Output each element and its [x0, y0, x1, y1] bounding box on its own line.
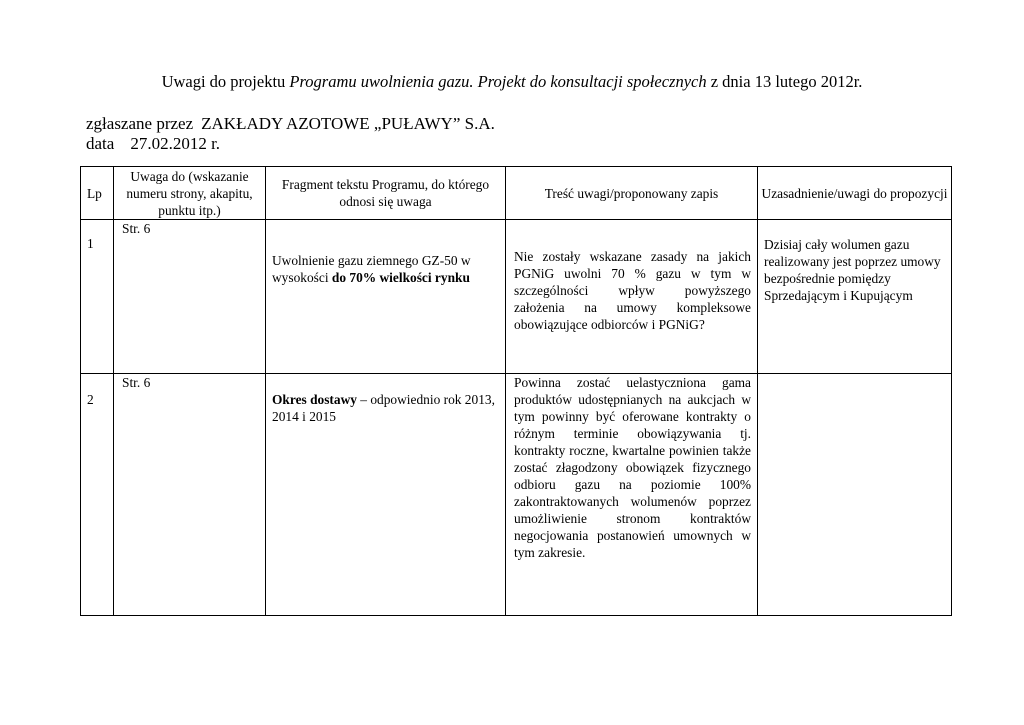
reference-cell	[114, 220, 266, 374]
title-italic: Programu uwolnienia gazu. Projekt do konsultacji społecznych	[289, 72, 707, 91]
table-row	[81, 220, 952, 374]
table-row	[81, 374, 952, 616]
column-header-reference: Uwaga do (wskazanie numeru strony, akapitu, punktu itp.)	[114, 167, 266, 220]
row-number: 1	[87, 236, 94, 251]
submitted-by-value: ZAKŁADY AZOTOWE „PUŁAWY” S.A.	[201, 114, 495, 133]
justification-text	[758, 374, 951, 390]
column-header-justification: Uzasadnienie/uwagi do propozycji	[758, 167, 952, 220]
remark-text: Powinna zostać uelastyczniona gama produktów udostępnianych na aukcjach w tym powinny być oferowane kontrakty o różnym terminie obowiązywania tj. kontrakty roczne, kwartalne powinien także zostać złagodzony obowiązek fizycznego odbioru gazu na poziomie 100% zakontraktowanych wolumenów poprzez umożliwienie stronom kontraktów negocjowania postanowień umownych w tym zakresie.	[514, 375, 751, 560]
column-header-fragment: Fragment tekstu Programu, do którego odnosi się uwaga	[266, 167, 506, 220]
fragment-plain: Uwolnienie gazu ziemnego GZ-50 w wysokości	[272, 253, 471, 285]
row-number-cell	[81, 220, 114, 374]
fragment-cell	[266, 374, 506, 616]
submitted-by-label: zgłaszane przez	[86, 114, 194, 133]
document-title	[0, 72, 1024, 92]
reference-text: Str. 6	[122, 375, 151, 390]
reference-cell	[114, 374, 266, 616]
column-header-remark: Treść uwagi/proponowany zapis	[506, 167, 758, 220]
row-number-cell	[81, 374, 114, 616]
fragment-text	[266, 220, 505, 286]
remark-cell	[506, 220, 758, 374]
remark-cell	[506, 374, 758, 616]
title-prefix: Uwagi do projektu	[161, 72, 290, 91]
date-label: data	[86, 134, 115, 153]
justification-cell	[758, 374, 952, 616]
fragment-bold: Okres dostawy	[272, 392, 357, 407]
justification-cell	[758, 220, 952, 374]
date-value: 27.02.2012 r.	[130, 134, 221, 153]
fragment-text	[266, 374, 505, 425]
fragment-bold: do 70% wielkości rynku	[331, 270, 470, 285]
remark-text: Nie zostały wskazane zasady na jakich PGNiG uwolni 70 % gazu w tym w szczególności wpływ powyższego założenia na umowy kompleksowe obowiązujące odbiorców i PGNiG?	[514, 249, 751, 332]
date-line	[86, 134, 220, 154]
reference-text: Str. 6	[122, 221, 151, 236]
remarks-table	[80, 166, 952, 616]
fragment-after: – odpowiednio rok 2013, 2014 i 2015	[272, 392, 495, 424]
submitted-by-line	[86, 114, 495, 134]
title-suffix: z dnia 13 lutego 2012r.	[706, 72, 863, 91]
row-number: 2	[87, 392, 94, 407]
fragment-cell	[266, 220, 506, 374]
column-header-lp: Lp	[81, 167, 114, 220]
table-header-row	[81, 167, 952, 220]
justification-text: Dzisiaj cały wolumen gazu realizowany jest poprzez umowy bezpośrednie pomiędzy Sprzedającym i Kupującym	[764, 237, 941, 303]
